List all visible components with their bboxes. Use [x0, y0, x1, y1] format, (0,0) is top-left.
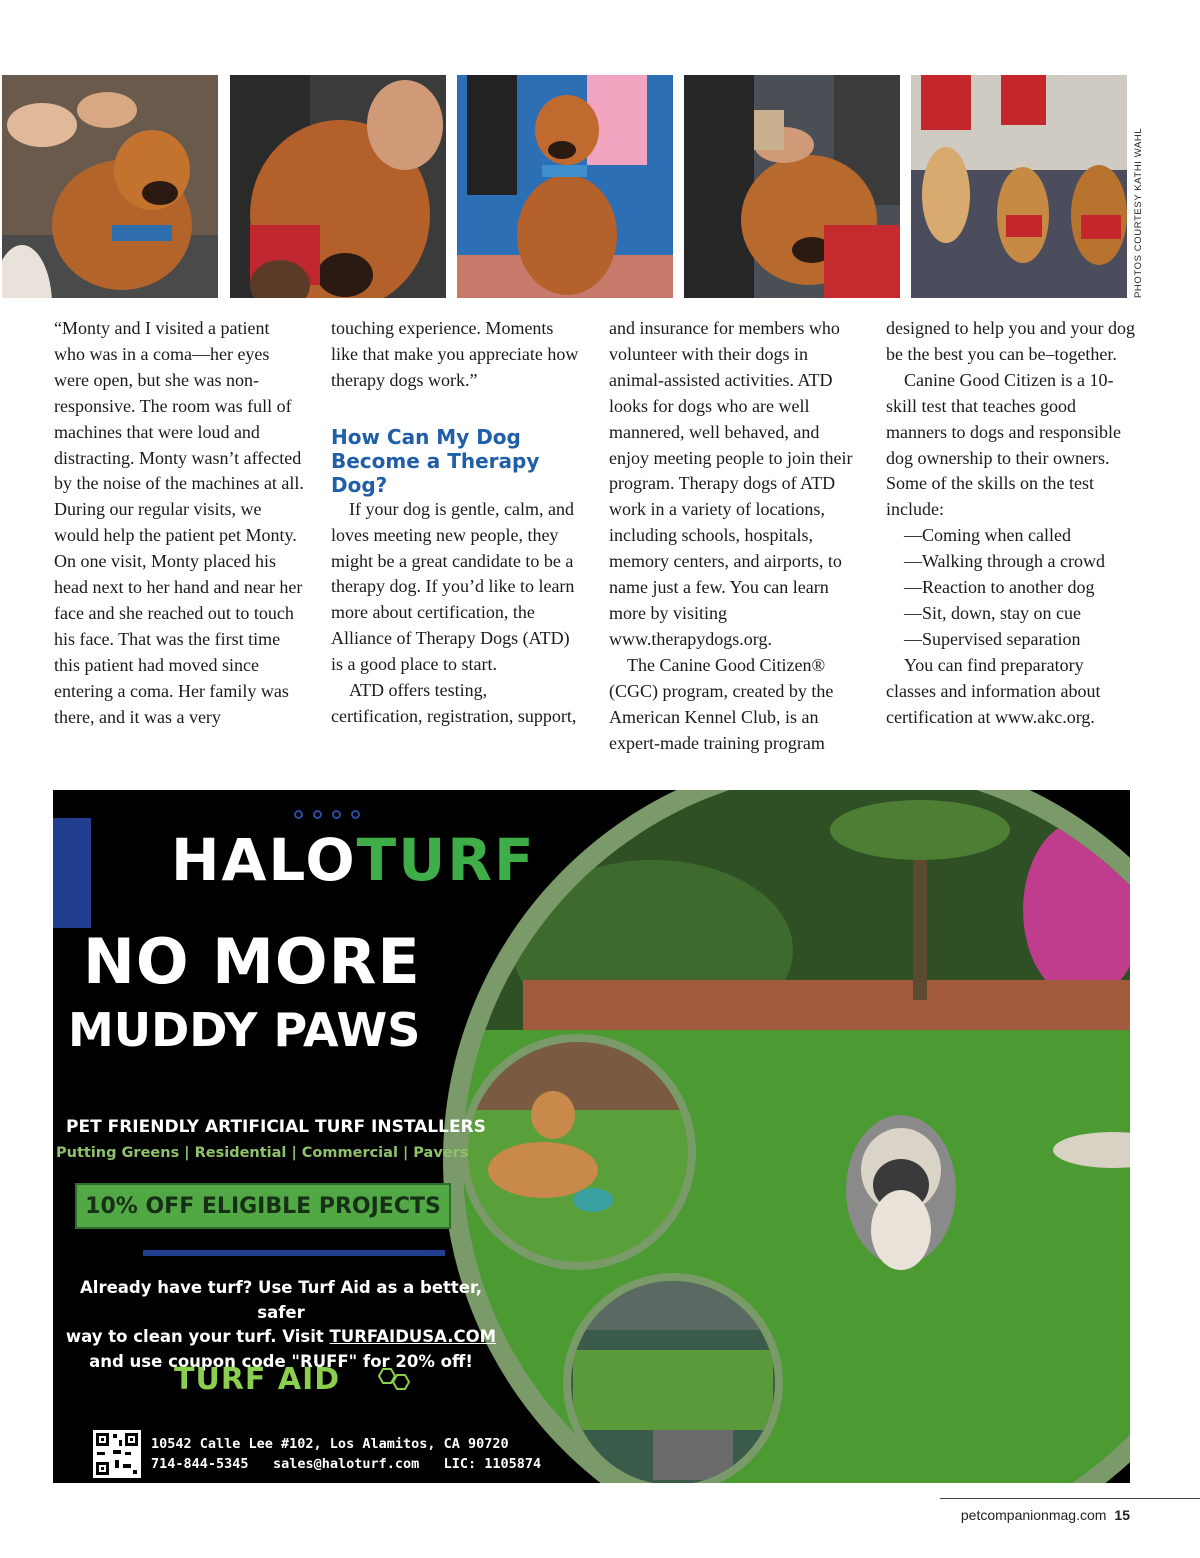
- paragraph: You can find preparatory classes and information about certification at www.akc.org.: [886, 654, 1101, 727]
- installers-tagline: PET FRIENDLY ARTIFICIAL TURF INSTALLERS: [66, 1117, 486, 1137]
- license-number: LIC: 1105874: [443, 1456, 542, 1472]
- column-4: [886, 316, 1136, 731]
- email-link[interactable]: sales@haloturf.com: [272, 1456, 420, 1472]
- haloturf-logo: HALOTURF: [171, 826, 536, 894]
- footer-rule: [940, 1498, 1200, 1499]
- phone-number[interactable]: 714-844-5345: [151, 1456, 249, 1472]
- turfaid-logo: TURF AID: [174, 1362, 341, 1397]
- headline-line2: MUDDY PAWS: [68, 1003, 421, 1057]
- decor-dots: [294, 810, 360, 819]
- paragraph: designed to help you and your dog be the best you can be–together.: [886, 318, 1135, 364]
- turfaid-line: way to clean your turf. Visit TURFAIDUSA.COM: [65, 1327, 497, 1346]
- site-url: petcompanionmag.com: [960, 1507, 1107, 1523]
- photo-credit: PHOTOS COURTESY KATHI WAHL: [1133, 127, 1144, 298]
- skill-item: —Walking through a crowd: [904, 551, 1106, 572]
- paragraph: The Canine Good Citizen® (CGC) program, created by the American Kennel Club, is an expert-made training program: [609, 654, 834, 753]
- haloturf-advertisement[interactable]: [53, 790, 1130, 1483]
- turfaid-line: and use coupon code "RUFF" for 20% off!: [89, 1351, 473, 1371]
- paragraph: Canine Good Citizen is a 10-skill test that teaches good manners to dogs and responsible dog ownership to their owners. Some of the skills on the test include:: [886, 369, 1121, 520]
- column-2: [331, 316, 581, 730]
- qr-code-icon[interactable]: [93, 1430, 141, 1478]
- paragraph: “Monty and I visited a patient who was in a coma—her eyes were open, but she was non-responsive. The room was full of machines that were loud and distracting. Monty wasn’t affected by the noise of the machines at all. During our regular visits, we would help the patient pet Monty. On one visit, Monty placed his head next to her hand and near her face and she reached out to touch his face. That was the first time this patient had moved since entering a coma. Her family was there, and it was a very: [54, 318, 304, 727]
- skill-item: —Reaction to another dog: [904, 577, 1095, 598]
- paragraph: and insurance for members who volunteer with their dogs in animal-assisted activities. ATD looks for dogs who are well mannered, well behaved, and enjoy meeting people to join their program. Therapy dogs of ATD work in a variety of locations, including schools, hospitals, memory centers, and airports, to name just a few. You can learn more by visiting www.therapydogs.org.: [609, 318, 853, 649]
- hexagon-icon: [375, 1367, 415, 1393]
- contact-line: [151, 1456, 541, 1472]
- photo-dog-with-volunteers: [684, 75, 900, 298]
- photo-dog-with-kids: [457, 75, 673, 298]
- column-1: [54, 316, 304, 731]
- paragraph: If your dog is gentle, calm, and loves meeting new people, they might be a great candidate to be a therapy dog. If you’d like to learn more about certification, the Alliance of Therapy Dogs (ATD) is a good place to start.: [331, 498, 575, 675]
- discount-banner: 10% OFF ELIGIBLE PROJECTS: [75, 1183, 451, 1229]
- page-number: 15: [1114, 1507, 1130, 1523]
- divider: [143, 1250, 445, 1256]
- turfaid-promo-text: [61, 1276, 501, 1374]
- turfaid-website-link[interactable]: TURFAIDUSA.COM: [329, 1327, 497, 1346]
- headline-line1: NO MORE: [83, 925, 421, 998]
- photo-dogs-airport: [911, 75, 1127, 298]
- skill-item: —Coming when called: [904, 525, 1071, 546]
- accent-bar: [53, 818, 91, 928]
- skill-item: —Sit, down, stay on cue: [904, 602, 1081, 623]
- column-3: [609, 316, 859, 756]
- skill-item: —Supervised separation: [904, 628, 1081, 649]
- photo-dog-petted: [2, 75, 218, 298]
- services-list: Putting Greens | Residential | Commercial | Pavers: [56, 1145, 469, 1161]
- address: 10542 Calle Lee #102, Los Alamitos, CA 90720: [151, 1436, 509, 1452]
- section-heading: How Can My Dog Become a Therapy Dog?: [331, 424, 540, 497]
- photo-dog-closeup: [230, 75, 446, 298]
- page-footer: [961, 1507, 1130, 1523]
- paragraph: touching experience. Moments like that make you appreciate how therapy dogs work.”: [331, 318, 579, 390]
- turfaid-line: Already have turf? Use Turf Aid as a better, safer: [80, 1278, 482, 1322]
- paragraph: ATD offers testing, certification, registration, support,: [331, 680, 577, 726]
